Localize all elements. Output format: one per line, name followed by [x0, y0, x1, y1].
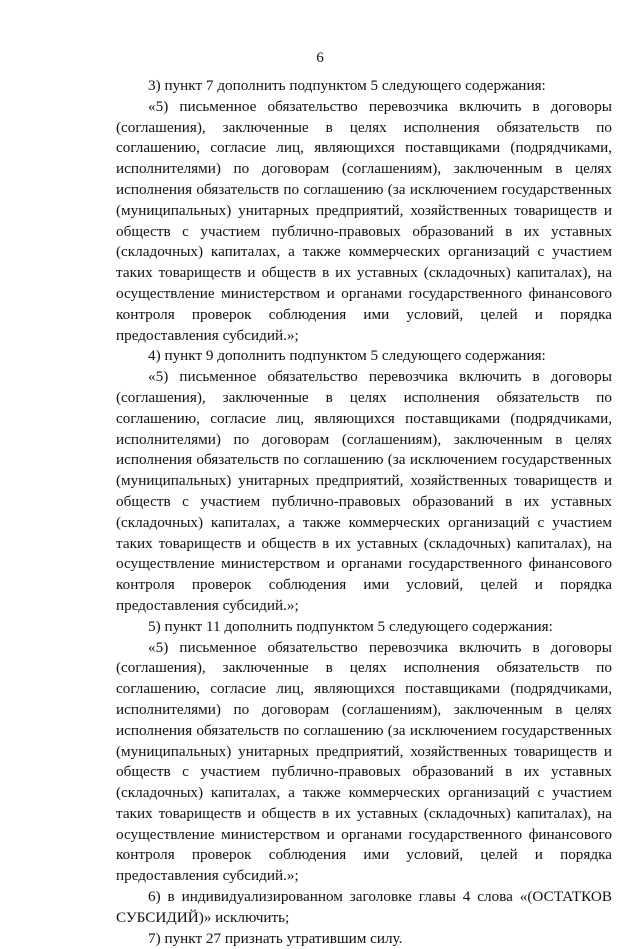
quoted-text-item-5 — [116, 638, 612, 888]
quote-line: таких товариществ и обществ в их уставных (складочных) капиталах), на — [116, 264, 612, 282]
amendment-item-5: 5) пункт 11 дополнить подпунктом 5 следующего содержания: — [148, 617, 553, 635]
quote-line: предоставления субсидий.»; — [116, 326, 299, 344]
quote-line: осуществление министерством и органами государственного финансового — [116, 284, 612, 302]
quote-line: исполнителями) по договорам (соглашениям), заключенным в целях — [116, 430, 612, 448]
document-body — [116, 76, 612, 949]
quote-line: «5) письменное обязательство перевозчика включить в договоры — [148, 97, 612, 115]
quote-line: (муниципальных) унитарных предприятий, хозяйственных товариществ и — [116, 742, 612, 760]
quote-line: соглашению, согласие лиц, являющихся поставщиками (подрядчиками, — [116, 680, 612, 698]
item-line: 6) в индивидуализированном заголовке главы 4 слова «(ОСТАТКОВ — [148, 888, 612, 906]
quote-line: предоставления субсидий.»; — [116, 867, 299, 885]
quote-line: осуществление министерством и органами государственного финансового — [116, 555, 612, 573]
quote-line: (складочных) капиталах, а также коммерческих организаций с участием — [116, 513, 612, 531]
quote-line: (соглашения), заключенные в целях исполнения обязательств по — [116, 118, 612, 136]
amendment-item-6 — [116, 887, 612, 929]
amendment-item-3: 3) пункт 7 дополнить подпунктом 5 следующего содержания: — [148, 77, 546, 94]
quote-line: предоставления субсидий.»; — [116, 596, 299, 614]
quote-line: «5) письменное обязательство перевозчика включить в договоры — [148, 368, 612, 386]
quote-line: контроля проверок соблюдения ими условий, целей и порядка — [116, 846, 612, 864]
quote-line: «5) письменное обязательство перевозчика включить в договоры — [148, 638, 612, 656]
amendment-item-7: 7) пункт 27 признать утратившим силу. — [148, 929, 403, 947]
quote-line: исполнения обязательств по соглашению (за исключением государственных — [116, 451, 612, 469]
quote-line: (муниципальных) унитарных предприятий, хозяйственных товариществ и — [116, 201, 612, 219]
quote-line: (соглашения), заключенные в целях исполнения обязательств по — [116, 659, 612, 677]
quote-line: исполнителями) по договорам (соглашениям), заключенным в целях — [116, 160, 612, 178]
quoted-text-item-3 — [116, 97, 612, 347]
quote-line: соглашению, согласие лиц, являющихся поставщиками (подрядчиками, — [116, 139, 612, 157]
quote-line: (складочных) капиталах, а также коммерческих организаций с участием — [116, 243, 612, 261]
quote-line: осуществление министерством и органами государственного финансового — [116, 825, 612, 843]
quote-line: обществ с участием публично-правовых образований в их уставных — [116, 492, 612, 510]
quote-line: обществ с участием публично-правовых образований в их уставных — [116, 763, 612, 781]
quote-line: соглашению, согласие лиц, являющихся поставщиками (подрядчиками, — [116, 409, 612, 427]
item-line: СУБСИДИЙ)» исключить; — [116, 908, 290, 926]
quote-line: (складочных) капиталах, а также коммерческих организаций с участием — [116, 784, 612, 802]
quote-line: исполнителями) по договорам (соглашениям), заключенным в целях — [116, 700, 612, 718]
page-number: 6 — [316, 49, 324, 66]
quote-line: обществ с участием публично-правовых образований в их уставных — [116, 222, 612, 240]
quote-line: таких товариществ и обществ в их уставных (складочных) капиталах), на — [116, 534, 612, 552]
quote-line: таких товариществ и обществ в их уставных (складочных) капиталах), на — [116, 804, 612, 822]
amendment-item-4: 4) пункт 9 дополнить подпунктом 5 следующего содержания: — [148, 347, 546, 365]
quote-line: (муниципальных) унитарных предприятий, хозяйственных товариществ и — [116, 472, 612, 490]
quote-line: (соглашения), заключенные в целях исполнения обязательств по — [116, 388, 612, 406]
quote-line: исполнения обязательств по соглашению (за исключением государственных — [116, 721, 612, 739]
quote-line: исполнения обязательств по соглашению (за исключением государственных — [116, 180, 612, 198]
quote-line: контроля проверок соблюдения ими условий, целей и порядка — [116, 305, 612, 323]
quoted-text-item-4 — [116, 367, 612, 617]
quote-line: контроля проверок соблюдения ими условий, целей и порядка — [116, 576, 612, 594]
